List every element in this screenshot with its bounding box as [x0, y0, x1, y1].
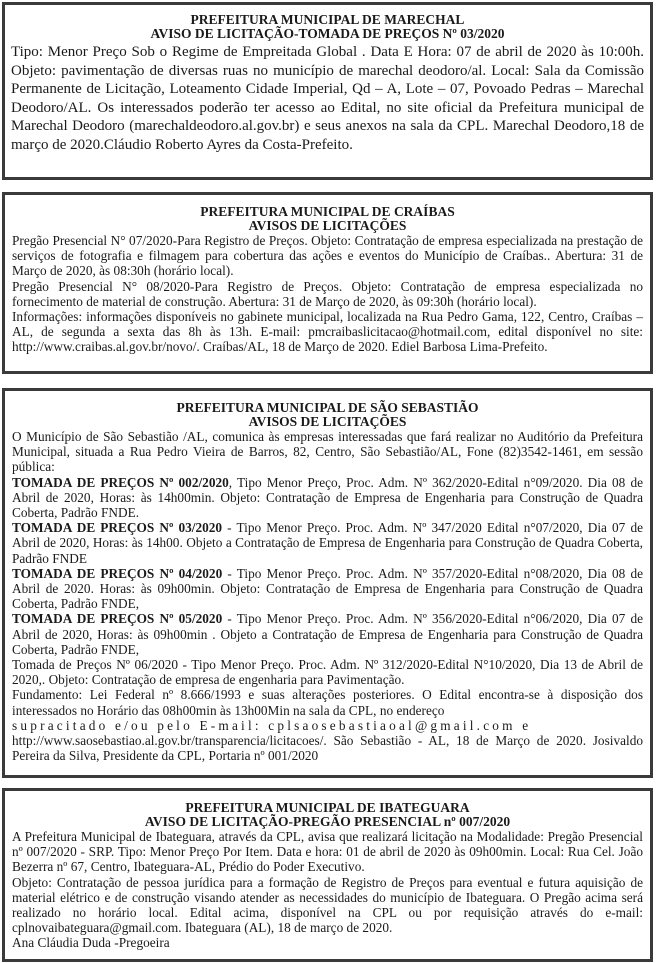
notice-subtitle: AVISO DE LICITAÇÃO-PREGÃO PRESENCIAL nº 007/2020	[144, 814, 511, 829]
notice-fundamento: Fundamento: Lei Federal nº 8.666/1993 e suas alterações posteriores. O Edital encontra-se à disposição dos interessados no Horário das 08h00min às 13h00Min na sala da CPL, no endereço	[12, 687, 643, 718]
tender-item-text: - Tipo Menor Preço. Proc. Adm. Nº 347/2020 Edital n°07/2020, Dia 07 de Abril de 2020, Horas: às 14h00. Objeto a Contratação de Empresa de Engenharia para Construção de Quadra Coberta, Padrão FNDE	[12, 520, 644, 566]
tender-item-title: TOMADA DE PREÇOS Nº 05/2020	[12, 611, 223, 627]
notice-title: PREFEITURA MUNICIPAL DE SÃO SEBASTIÃO	[176, 400, 479, 415]
notice-body: Tipo: Menor Preço Sob o Regime de Empreitada Global . Data E Hora: 07 de abril de 2020 às 10:00h. Objeto: pavimentação de diversas ruas no município de marechal deodoro/al. Local: Sala da Comissão Permanente de Licitação, Loteamento Cidade Imperial, Qd – A, Lote – 07, Povoado Pedras – Marechal Deodoro/AL. Os interessados poderão ter acesso ao Edital, no site oficial da Prefeitura municipal de Marechal Deodoro (marechaldeodoro.al.gov.br) e seus anexos na sala da CPL. Marechal Deodoro,18 de março de 2020.Cláudio Roberto Ayres da Costa-Prefeito.	[11, 44, 644, 153]
tender-item-text: - Tipo Menor Preço. Proc. Adm. Nº 357/2020-Edital n°08/2020, Dia 08 de Abril de 2020. Horas: às 09h00min. Objeto: Contratação de Empresa de Engenharia para Construção de Quadra Coberta, Padrão FNDE,	[12, 565, 644, 612]
notice-title: PREFEITURA MUNICIPAL DE IBATEGUARA	[185, 800, 470, 815]
notice-paragraph: Informações: informações disponíveis no gabinete municipal, localizada na Rua Pedro Gama, 122, Centro, Craíbas – AL, de segunda a sexta das 8h às 13h. E-mail: pmcraibaslicitacao@hotmail.com, edital disponível no site: http://www.craibas.al.gov.br/novo/. Craíbas/AL, 18 de Março de 2020. Ediel Barbosa Lima-Prefeito.	[12, 309, 643, 355]
notice-intro: O Município de São Sebastião /AL, comunica às empresas interessadas que fará realizar no Auditório da Prefeitura Municipal, situada a Rua Pedro Vieira de Barros, 82, Centro, São Sebastião/AL, Fone (82)3542-1461, em sessão pública:	[12, 429, 643, 475]
tender-item-text: - Tipo Menor Preço. Proc. Adm. Nº 356/2020-Edital n°06/2020, Dia 07 de Abril de 2020, Horas: às 09h00min . Objeto a Contratação de Empresa de Engenharia para Construção de Quadra Coberta, Padrão FNDE,	[12, 611, 644, 657]
tender-item	[12, 566, 643, 612]
notice-subtitle: AVISOS DE LICITAÇÕES	[248, 218, 407, 233]
tender-item	[12, 611, 643, 657]
notice-craibas	[2, 192, 653, 374]
notice-paragraph: Pregão Presencial N° 08/2020-Para Registro de Preços. Objeto: Contratação de empresa especializada no fornecimento de material de construção. Abertura: 31 de Março de 2020, às 09:30h (horário local).	[12, 278, 643, 309]
notice-subtitle: AVISOS DE LICITAÇÕES	[248, 414, 407, 429]
notice-paragraph: A Prefeitura Municipal de Ibateguara, através da CPL, avisa que realizará licitação na Modalidade: Pregão Presencial nº 007/2020 - SRP. Tipo: Menor Preço Por Item. Data e hora: 01 de abril de 2020 às 09h00min. Local: Rua Cel. João Bezerra nº 67, Centro, Ibateguara-AL, Prédio do Poder Executivo.	[12, 829, 643, 875]
notice-signature: Ana Cláudia Duda -Pregoeira	[12, 935, 170, 951]
notice-paragraph: Pregão Presencial N° 07/2020-Para Registro de Preços. Objeto: Contratação de empresa especializada na prestação de serviços de fotografia e filmagem para cobertura das ações e eventos do Município de Craíbas.. Abertura: 31 de Março de 2020, às 08:30h (horário local).	[12, 233, 643, 279]
notice-subtitle: AVISO DE LICITAÇÃO-TOMADA DE PREÇOS Nº 03/2020	[150, 26, 505, 41]
notice-contact-line: supracitado e/ou pelo E-mail: cplsaosebastiaoal@gmail.com e	[12, 717, 532, 733]
notice-marechal	[2, 2, 653, 180]
tender-item: Tomada de Preços Nº 06/2020 - Tipo Menor Preço. Proc. Adm. Nº 312/2020-Edital N°10/2020, Dia 13 de Abril de 2020,. Objeto: Contratação de empresa de engenharia para Pavimentação.	[12, 657, 643, 688]
notice-closing: http://www.saosebastiao.al.gov.br/transparencia/licitacoes/. São Sebastião - AL, 18 de Março de 2020. Josivaldo Pereira da Silva, Presidente da CPL, Portaria nº 001/2020	[12, 733, 643, 764]
notice-sao-sebastiao	[2, 388, 653, 778]
tender-item-title: TOMADA DE PREÇOS Nº 002/2020	[12, 474, 229, 490]
tender-item-title: TOMADA DE PREÇOS Nº 03/2020	[12, 520, 223, 536]
tender-item	[12, 475, 643, 521]
tender-item-title: TOMADA DE PREÇOS Nº 04/2020	[12, 565, 223, 581]
notice-title: PREFEITURA MUNICIPAL DE CRAÍBAS	[200, 204, 455, 219]
notice-title: PREFEITURA MUNICIPAL DE MARECHAL	[190, 12, 465, 27]
tender-item	[12, 520, 643, 566]
notice-ibateguara	[2, 788, 653, 962]
notice-paragraph: Objeto: Contratação de pessoa jurídica para a formação de Registro de Preços para eventual e futura aquisição de material elétrico e de construção visando atender as necessidades do município de Ibateguara. O Pregão acima será realizado no horário local. Edital acima, disponível na CPL ou por requisição através do e-mail: cplnovaibateguara@gmail.com. Ibateguara (AL), 18 de março de 2020.	[12, 874, 643, 936]
tender-item-text: , Tipo Menor Preço, Proc. Adm. Nº 362/2020-Edital n°09/2020. Dia 08 de Abril de 2020, Horas: às 14h00min. Objeto: Contratação de Empresa de Engenharia para Construção de Quadra Coberta, Padrão FNDE.	[12, 474, 643, 521]
